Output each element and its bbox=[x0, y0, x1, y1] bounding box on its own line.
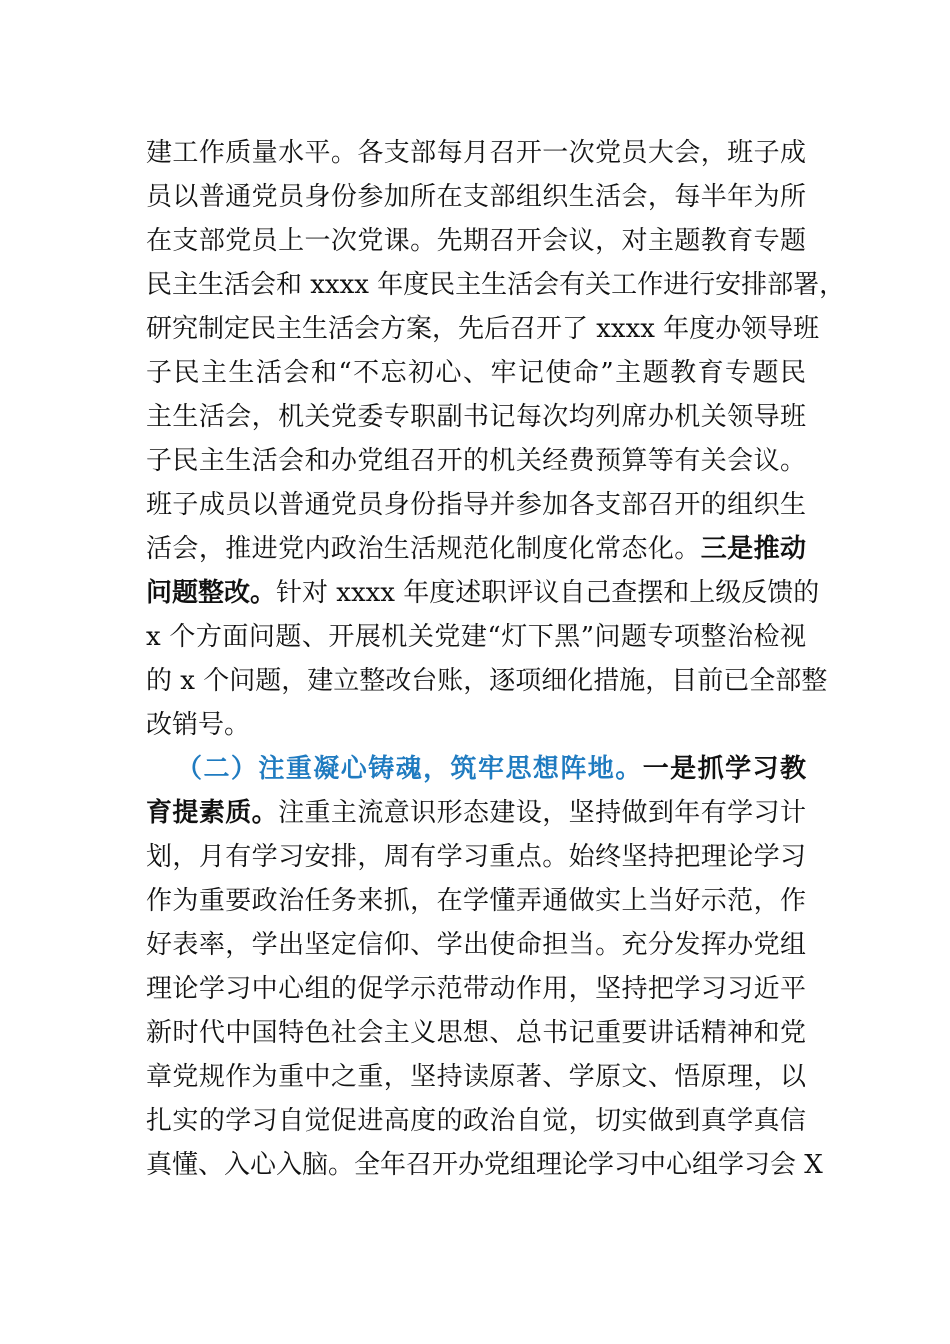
text-line bbox=[146, 439, 806, 483]
text-line bbox=[146, 615, 806, 659]
line-text: 章党规作为重中之重，坚持读原著、学原文、悟原理，以 bbox=[146, 1062, 806, 1092]
text-line bbox=[146, 923, 806, 967]
text-line bbox=[146, 835, 806, 879]
line-text: 班子成员以普通党员身份指导并参加各支部召开的组织生 bbox=[146, 490, 806, 520]
text-line bbox=[146, 659, 828, 703]
line-text: 研究制定民主生活会方案，先后召开了 xxxx 年度办领导班 bbox=[146, 314, 820, 344]
point-three-lead: 三是推动 bbox=[700, 534, 806, 564]
line-text: 子民主生活会和“不忘初心、牢记使命”主题教育专题民 bbox=[146, 358, 806, 388]
line-text: 在支部党员上一次党课。先期召开会议，对主题教育专题 bbox=[146, 226, 806, 256]
text-line bbox=[146, 967, 806, 1011]
line-text: 改销号。 bbox=[146, 710, 251, 740]
section-heading: （二）注重凝心铸魂，筑牢思想阵地。 bbox=[176, 754, 643, 784]
line-text: 主生活会，机关党委专职副书记每次均列席办机关领导班 bbox=[146, 402, 806, 432]
text-line bbox=[146, 1099, 806, 1143]
text-line bbox=[146, 1055, 806, 1099]
line-text: 注重主流意识形态建设，坚持做到年有学习计 bbox=[278, 798, 806, 828]
point-three-title: 问题整改。 bbox=[146, 578, 277, 608]
text-line bbox=[146, 527, 806, 571]
line-text: 理论学习中心组的促学示范带动作用，坚持把学习习近平 bbox=[146, 974, 806, 1004]
text-line bbox=[146, 1011, 806, 1055]
text-line bbox=[146, 483, 806, 527]
line-text: 扎实的学习自觉促进高度的政治自觉，切实做到真学真信 bbox=[146, 1106, 806, 1136]
section-heading-line bbox=[146, 747, 806, 791]
text-line bbox=[146, 571, 820, 615]
line-text: 新时代中国特色社会主义思想、总书记重要讲话精神和党 bbox=[146, 1018, 806, 1048]
text-line bbox=[146, 351, 806, 395]
body-text bbox=[146, 131, 846, 1187]
text-line bbox=[146, 395, 806, 439]
line-text: 员以普通党员身份参加所在支部组织生活会，每半年为所 bbox=[146, 182, 806, 212]
line-text: 建工作质量水平。各支部每月召开一次党员大会，班子成 bbox=[146, 138, 806, 168]
line-text: 民主生活会和 xxxx 年度民主生活会有关工作进行安排部署， bbox=[146, 270, 846, 300]
text-line bbox=[146, 791, 806, 835]
text-line bbox=[146, 175, 806, 219]
text-line bbox=[146, 879, 806, 923]
text-line bbox=[146, 307, 820, 351]
point-one-lead: 一是抓学习教 bbox=[642, 754, 806, 784]
line-text: 作为重要政治任务来抓，在学懂弄通做实上当好示范，作 bbox=[146, 886, 806, 916]
line-text: 针对 xxxx 年度述职评议自己查摆和上级反馈的 bbox=[276, 578, 820, 608]
text-line bbox=[146, 131, 806, 175]
line-text: 真懂、入心入脑。全年召开办党组理论学习中心组学习会 X bbox=[146, 1150, 823, 1180]
line-text: x 个方面问题、开展机关党建“灯下黑”问题专项整治检视 bbox=[146, 622, 806, 652]
line-text: 划，月有学习安排，周有学习重点。始终坚持把理论学习 bbox=[146, 842, 806, 872]
text-line bbox=[146, 263, 846, 307]
line-text: 子民主生活会和办党组召开的机关经费预算等有关会议。 bbox=[146, 446, 806, 476]
line-text: 好表率，学出坚定信仰、学出使命担当。充分发挥办党组 bbox=[146, 930, 806, 960]
text-line bbox=[146, 219, 806, 263]
point-one-title: 育提素质。 bbox=[146, 798, 279, 828]
text-line bbox=[146, 1143, 823, 1187]
text-line bbox=[146, 703, 806, 747]
line-text: 活会，推进党内政治生活规范化制度化常态化。 bbox=[146, 534, 701, 564]
line-text: 的 x 个问题，建立整改台账，逐项细化措施，目前已全部整 bbox=[146, 666, 828, 696]
